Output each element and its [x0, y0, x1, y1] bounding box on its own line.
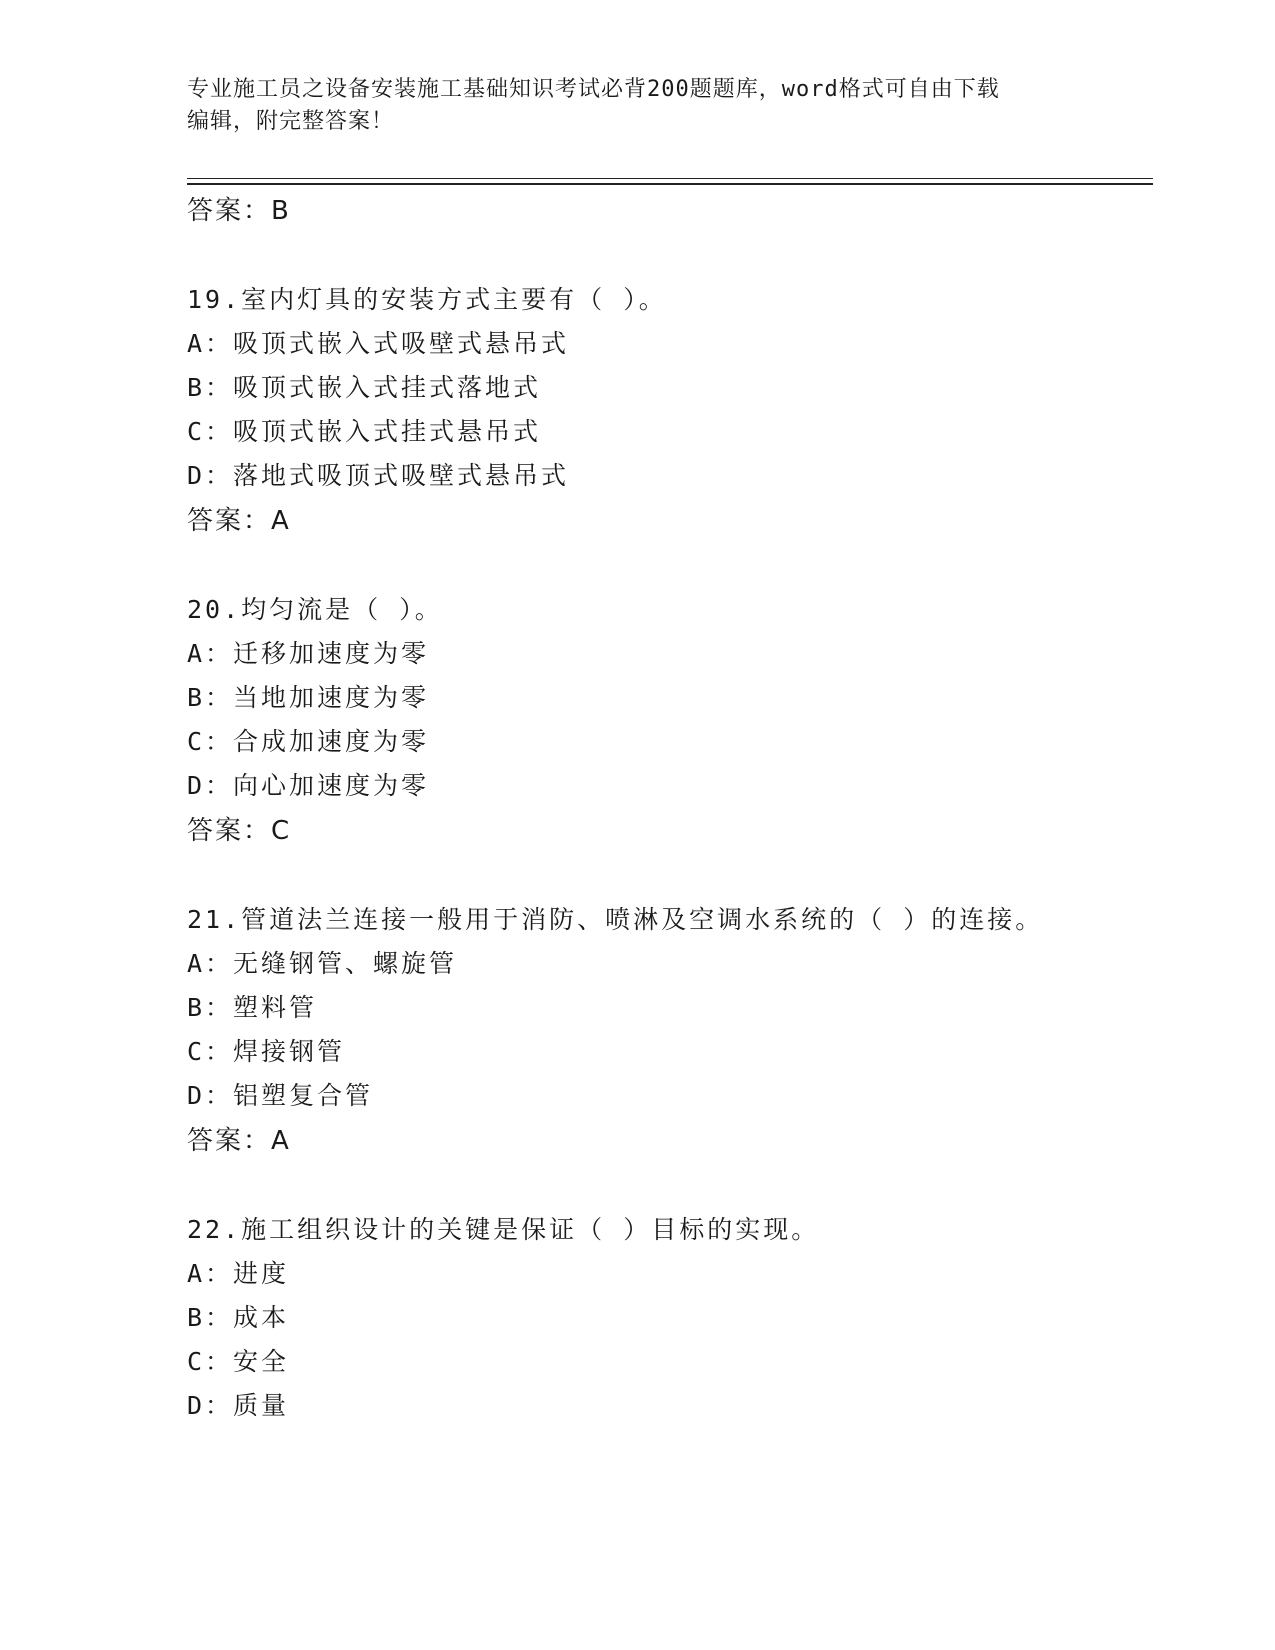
option-a: A：吸顶式嵌入式吸壁式悬吊式 — [187, 329, 570, 358]
option-b: B：塑料管 — [187, 993, 318, 1022]
header-divider-thick — [187, 183, 1153, 185]
option-a: A：迁移加速度为零 — [187, 639, 430, 668]
answer-label: 答案：A — [187, 506, 291, 536]
option-c: C：合成加速度为零 — [187, 727, 430, 756]
option-b: B：当地加速度为零 — [187, 683, 430, 712]
answer-label: 答案：B — [187, 196, 291, 226]
answer-label: 答案：C — [187, 816, 292, 846]
option-b: B：成本 — [187, 1303, 290, 1332]
answer-label: 答案：A — [187, 1126, 291, 1156]
header-line-2: 编辑，附完整答案！ — [187, 109, 395, 134]
option-c: C：焊接钢管 — [187, 1037, 346, 1066]
document-header — [187, 74, 1087, 138]
option-c: C：安全 — [187, 1347, 290, 1376]
option-d: D：向心加速度为零 — [187, 771, 430, 800]
question-stem: 22.施工组织设计的关键是保证（ ）目标的实现。 — [187, 1215, 820, 1244]
option-b: B：吸顶式嵌入式挂式落地式 — [187, 373, 542, 402]
option-d: D：铝塑复合管 — [187, 1081, 374, 1110]
question-stem: 20.均匀流是（ ）。 — [187, 595, 443, 624]
question-stem: 19.室内灯具的安装方式主要有（ ）。 — [187, 285, 667, 314]
option-d: D：落地式吸顶式吸壁式悬吊式 — [187, 461, 570, 490]
option-a: A：无缝钢管、螺旋管 — [187, 949, 458, 978]
header-divider-thin — [187, 178, 1153, 179]
option-c: C：吸顶式嵌入式挂式悬吊式 — [187, 417, 542, 446]
option-a: A：进度 — [187, 1259, 290, 1288]
question-stem: 21.管道法兰连接一般用于消防、喷淋及空调水系统的（ ）的连接。 — [187, 905, 1044, 934]
option-d: D：质量 — [187, 1391, 290, 1420]
header-line-1: 专业施工员之设备安装施工基础知识考试必背200题题库，word格式可自由下载 — [187, 77, 1000, 102]
